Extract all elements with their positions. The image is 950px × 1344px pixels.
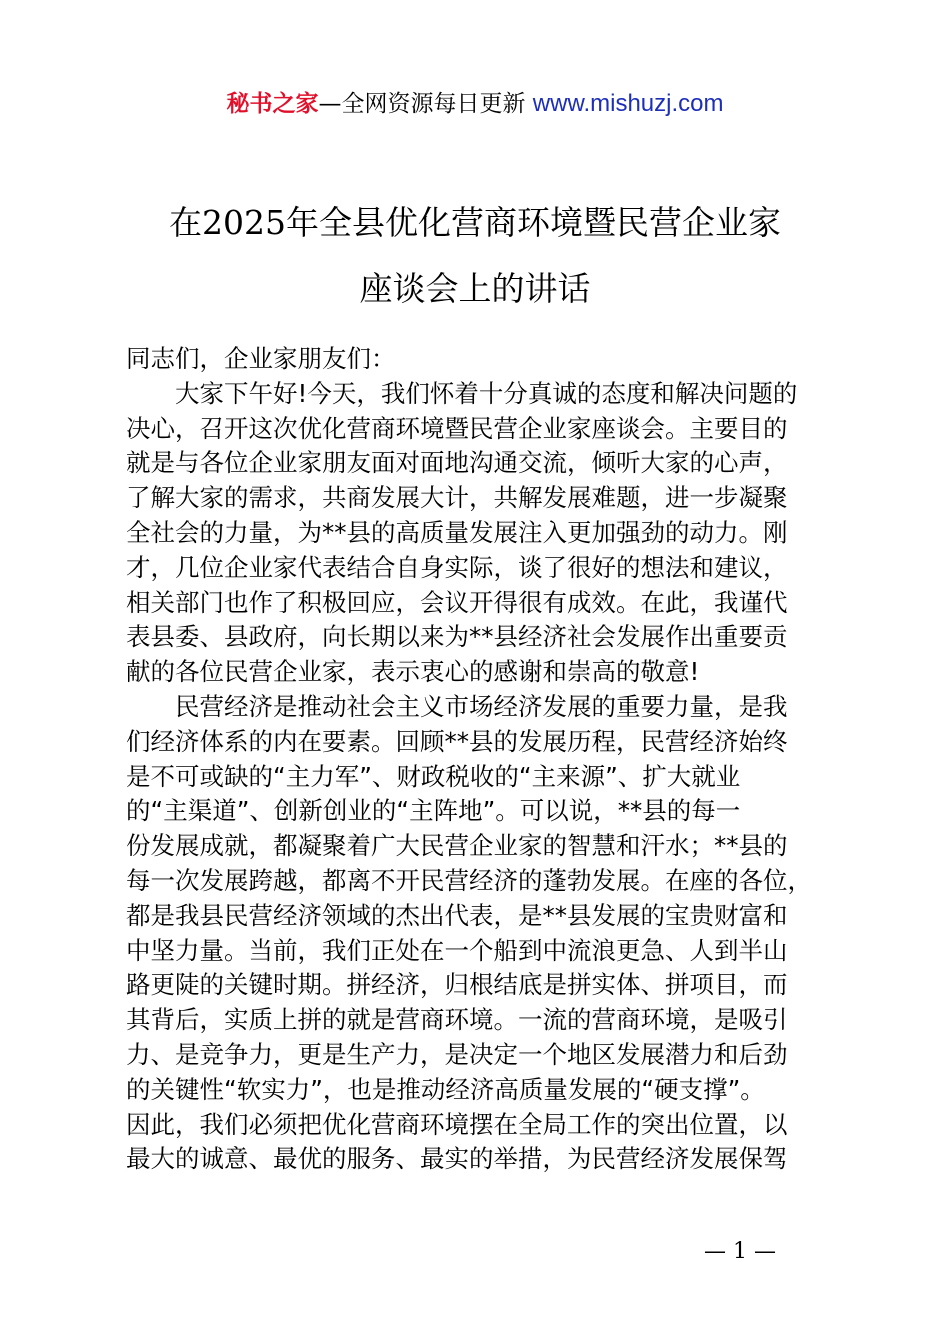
body-line: 份发展成就，都凝聚着广大民营企业家的智慧和汗水；**县的 (126, 831, 788, 861)
body-line: 每一次发展跨越，都离不开民营经济的蓬勃发展。在座的各位， (126, 865, 812, 895)
body-line: 最大的诚意、最优的服务、最实的举措，为民营经济发展保驾 (126, 1144, 788, 1174)
body-line: 路更陡的关键时期。拼经济，归根结底是拼实体、拼项目，而 (126, 970, 788, 1000)
body-line: 才，几位企业家代表结合自身实际，谈了很好的想法和建议， (126, 552, 788, 582)
title-line-1: 在2025年全县优化营商环境暨民营企业家 (169, 203, 781, 242)
body-line: 中坚力量。当前，我们正处在一个船到中流浪更急、人到半山 (126, 935, 788, 965)
document-body (126, 342, 836, 1177)
body-line: 民营经济是推动社会主义市场经济发展的重要力量，是我 (175, 691, 788, 721)
body-line: 献的各位民营企业家，表示衷心的感谢和崇高的敬意! (126, 657, 700, 687)
body-line: 力、是竞争力，更是生产力，是决定一个地区发展潜力和后劲 (126, 1039, 788, 1069)
body-line: 就是与各位企业家朋友面对面地沟通交流，倾听大家的心声， (126, 448, 788, 478)
site-header (0, 86, 950, 122)
body-line: 们经济体系的内在要素。回顾**县的发展历程，民营经济始终 (126, 726, 788, 756)
body-line: 大家下午好!今天，我们怀着十分真诚的态度和解决问题的 (175, 378, 798, 408)
title-line-2: 座谈会上的讲话 (359, 269, 591, 308)
body-line: 决心，召开这次优化营商环境暨民营企业家座谈会。主要目的 (126, 413, 788, 443)
body-line: 其背后，实质上拼的就是营商环境。一流的营商环境，是吸引 (126, 1005, 788, 1035)
body-line: 相关部门也作了积极回应，会议开得很有成效。在此，我谨代 (126, 587, 788, 617)
salutation: 同志们，企业家朋友们： (126, 344, 396, 373)
body-line: 的关键性“软实力”，也是推动经济高质量发展的“硬支撑”。 (126, 1074, 765, 1104)
body-line: 因此，我们必须把优化营商环境摆在全局工作的突出位置，以 (126, 1109, 788, 1139)
body-line: 的“主渠道”、创新创业的“主阵地”。可以说，**县的每一 (126, 796, 741, 826)
site-tagline: —全网资源每日更新 (318, 91, 533, 117)
body-line: 都是我县民营经济领域的杰出代表，是**县发展的宝贵财富和 (126, 900, 788, 930)
document-title (100, 190, 850, 322)
site-brand: 秘书之家 (226, 91, 319, 117)
site-url-link[interactable]: www.mishuzj.com (532, 90, 724, 117)
body-line: 全社会的力量，为**县的高质量发展注入更加强劲的动力。刚 (126, 517, 788, 547)
page-number: — 1 — (704, 1239, 776, 1264)
body-line: 了解大家的需求，共商发展大计，共解发展难题，进一步凝聚 (126, 483, 788, 513)
body-line: 是不可或缺的“主力军”、财政税收的“主来源”、扩大就业 (126, 761, 741, 791)
body-line: 表县委、县政府，向长期以来为**县经济社会发展作出重要贡 (126, 622, 788, 652)
